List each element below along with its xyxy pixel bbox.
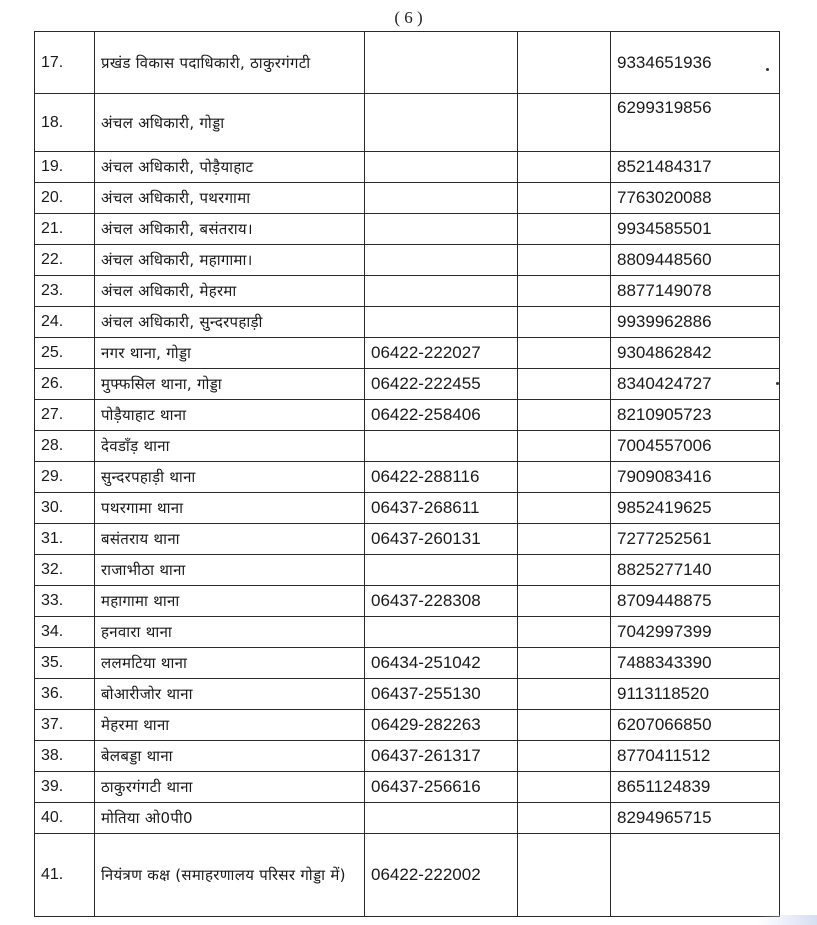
serial-number: 28. — [35, 431, 95, 462]
blank-cell — [518, 183, 611, 214]
landline-number: 06422-288116 — [365, 462, 518, 493]
mobile-number: 9304862842 — [611, 338, 780, 369]
table-row — [35, 245, 780, 276]
table-row — [35, 493, 780, 524]
blank-cell — [518, 276, 611, 307]
serial-number: 37. — [35, 710, 95, 741]
table-row — [35, 276, 780, 307]
mobile-number: 6207066850 — [611, 710, 780, 741]
serial-number: 27. — [35, 400, 95, 431]
table-row — [35, 400, 780, 431]
landline-number — [365, 431, 518, 462]
serial-number: 19. — [35, 152, 95, 183]
table-row — [35, 555, 780, 586]
landline-number — [365, 617, 518, 648]
office-name: अंचल अधिकारी, महागामा। — [95, 245, 365, 276]
office-name: अंचल अधिकारी, पोड़ैयाहाट — [95, 152, 365, 183]
office-name: अंचल अधिकारी, पथरगामा — [95, 183, 365, 214]
landline-number: 06422-258406 — [365, 400, 518, 431]
serial-number: 26. — [35, 369, 95, 400]
table-row — [35, 32, 780, 94]
table-row — [35, 431, 780, 462]
mobile-number: 7488343390 — [611, 648, 780, 679]
scan-edge-shade — [757, 915, 817, 925]
mobile-number: 7909083416 — [611, 462, 780, 493]
landline-number: 06422-222027 — [365, 338, 518, 369]
blank-cell — [518, 32, 611, 94]
landline-number — [365, 245, 518, 276]
serial-number: 39. — [35, 772, 95, 803]
table-row — [35, 586, 780, 617]
blank-cell — [518, 400, 611, 431]
serial-number: 23. — [35, 276, 95, 307]
mobile-number: 8709448875 — [611, 586, 780, 617]
mobile-number: 8210905723 — [611, 400, 780, 431]
blank-cell — [518, 741, 611, 772]
blank-cell — [518, 555, 611, 586]
landline-number: 06437-255130 — [365, 679, 518, 710]
table-row — [35, 648, 780, 679]
serial-number: 29. — [35, 462, 95, 493]
office-name: पथरगामा थाना — [95, 493, 365, 524]
office-name: बेलबड्डा थाना — [95, 741, 365, 772]
mobile-number: 8825277140 — [611, 555, 780, 586]
blank-cell — [518, 493, 611, 524]
serial-number: 36. — [35, 679, 95, 710]
serial-number: 30. — [35, 493, 95, 524]
landline-number — [365, 183, 518, 214]
table-row — [35, 183, 780, 214]
blank-cell — [518, 617, 611, 648]
landline-number — [365, 32, 518, 94]
mobile-number: 9113118520 — [611, 679, 780, 710]
blank-cell — [518, 679, 611, 710]
blank-cell — [518, 214, 611, 245]
office-name: हनवारा थाना — [95, 617, 365, 648]
table-row — [35, 214, 780, 245]
scan-speck — [766, 68, 769, 71]
office-name: महागामा थाना — [95, 586, 365, 617]
blank-cell — [518, 152, 611, 183]
blank-cell — [518, 369, 611, 400]
office-name: अंचल अधिकारी, बसंतराय। — [95, 214, 365, 245]
serial-number: 20. — [35, 183, 95, 214]
office-name: प्रखंड विकास पदाधिकारी, ठाकुरगंगटी — [95, 32, 365, 94]
landline-number — [365, 555, 518, 586]
landline-number: 06437-228308 — [365, 586, 518, 617]
blank-cell — [518, 772, 611, 803]
office-name: नियंत्रण कक्ष (समाहरणालय परिसर गोड्डा में) — [95, 834, 365, 917]
serial-number: 33. — [35, 586, 95, 617]
blank-cell — [518, 94, 611, 152]
blank-cell — [518, 307, 611, 338]
landline-number: 06429-282263 — [365, 710, 518, 741]
blank-cell — [518, 338, 611, 369]
landline-number: 06437-260131 — [365, 524, 518, 555]
table-row — [35, 462, 780, 493]
mobile-number: 9334651936 — [611, 32, 780, 94]
table-row — [35, 679, 780, 710]
office-name: नगर थाना, गोड्डा — [95, 338, 365, 369]
mobile-number: 8770411512 — [611, 741, 780, 772]
office-name: मुफ्फसिल थाना, गोड्डा — [95, 369, 365, 400]
office-name: बोआरीजोर थाना — [95, 679, 365, 710]
blank-cell — [518, 648, 611, 679]
blank-cell — [518, 586, 611, 617]
mobile-number: 8809448560 — [611, 245, 780, 276]
table-row — [35, 94, 780, 152]
mobile-number: 8877149078 — [611, 276, 780, 307]
blank-cell — [518, 803, 611, 834]
mobile-number: 9934585501 — [611, 214, 780, 245]
landline-number — [365, 276, 518, 307]
landline-number — [365, 152, 518, 183]
mobile-number: 8521484317 — [611, 152, 780, 183]
office-name: पोड़ैयाहाट थाना — [95, 400, 365, 431]
office-name: ठाकुरगंगटी थाना — [95, 772, 365, 803]
table-row — [35, 772, 780, 803]
table-row — [35, 152, 780, 183]
serial-number: 17. — [35, 32, 95, 94]
table-row — [35, 307, 780, 338]
table-row — [35, 834, 780, 917]
mobile-number: 7042997399 — [611, 617, 780, 648]
landline-number — [365, 803, 518, 834]
landline-number — [365, 94, 518, 152]
contact-table — [34, 31, 780, 917]
office-name: देवडाँड़ थाना — [95, 431, 365, 462]
landline-number: 06422-222002 — [365, 834, 518, 917]
landline-number: 06422-222455 — [365, 369, 518, 400]
serial-number: 31. — [35, 524, 95, 555]
landline-number — [365, 307, 518, 338]
landline-number: 06437-256616 — [365, 772, 518, 803]
mobile-number: 8294965715 — [611, 803, 780, 834]
serial-number: 21. — [35, 214, 95, 245]
serial-number: 35. — [35, 648, 95, 679]
blank-cell — [518, 462, 611, 493]
serial-number: 41. — [35, 834, 95, 917]
landline-number: 06437-268611 — [365, 493, 518, 524]
mobile-number: 9852419625 — [611, 493, 780, 524]
office-name: सुन्दरपहाड़ी थाना — [95, 462, 365, 493]
landline-number: 06434-251042 — [365, 648, 518, 679]
serial-number: 24. — [35, 307, 95, 338]
page-number: ( 6 ) — [394, 8, 423, 27]
table-row — [35, 741, 780, 772]
office-name: राजाभीठा थाना — [95, 555, 365, 586]
table-row — [35, 617, 780, 648]
mobile-number: 6299319856 — [611, 94, 780, 152]
mobile-number: 7277252561 — [611, 524, 780, 555]
office-name: अंचल अधिकारी, सुन्दरपहाड़ी — [95, 307, 365, 338]
serial-number: 38. — [35, 741, 95, 772]
blank-cell — [518, 431, 611, 462]
blank-cell — [518, 245, 611, 276]
table-row — [35, 369, 780, 400]
blank-cell — [518, 524, 611, 555]
serial-number: 40. — [35, 803, 95, 834]
mobile-number — [611, 834, 780, 917]
office-name: अंचल अधिकारी, मेहरमा — [95, 276, 365, 307]
serial-number: 18. — [35, 94, 95, 152]
landline-number — [365, 214, 518, 245]
mobile-number: 9939962886 — [611, 307, 780, 338]
table-row — [35, 524, 780, 555]
office-name: मेहरमा थाना — [95, 710, 365, 741]
table-row — [35, 803, 780, 834]
mobile-number: 8651124839 — [611, 772, 780, 803]
blank-cell — [518, 710, 611, 741]
blank-cell — [518, 834, 611, 917]
mobile-number: 7004557006 — [611, 431, 780, 462]
office-name: अंचल अधिकारी, गोड्डा — [95, 94, 365, 152]
mobile-number: 7763020088 — [611, 183, 780, 214]
serial-number: 25. — [35, 338, 95, 369]
serial-number: 32. — [35, 555, 95, 586]
office-name: मोतिया ओ0पी0 — [95, 803, 365, 834]
landline-number: 06437-261317 — [365, 741, 518, 772]
serial-number: 34. — [35, 617, 95, 648]
office-name: ललमटिया थाना — [95, 648, 365, 679]
scan-speck — [776, 382, 779, 385]
office-name: बसंतराय थाना — [95, 524, 365, 555]
table-row — [35, 710, 780, 741]
table-row — [35, 338, 780, 369]
mobile-number: 8340424727 — [611, 369, 780, 400]
serial-number: 22. — [35, 245, 95, 276]
